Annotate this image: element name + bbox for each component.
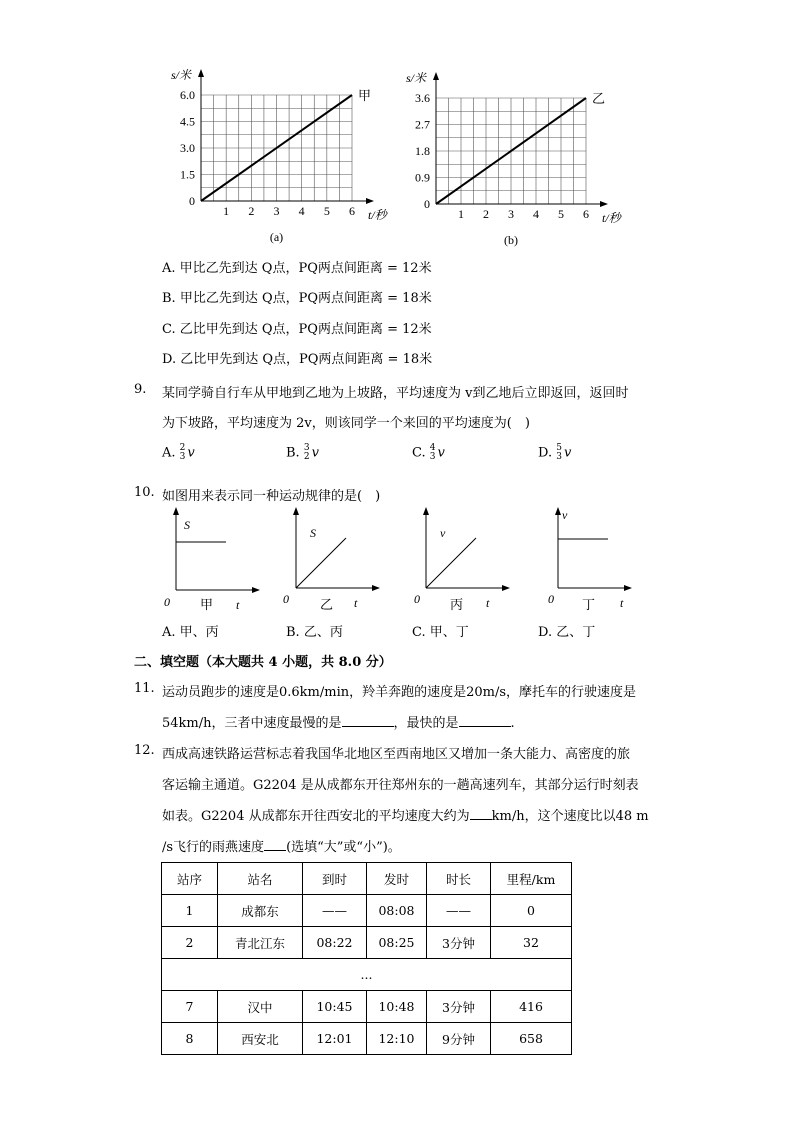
q10-option-b[interactable]: B. 乙、丙 xyxy=(286,625,343,640)
x-tick-label: 2 xyxy=(248,204,255,218)
table-header-row xyxy=(162,863,572,895)
q10-jia-origin: 0 xyxy=(164,595,170,609)
table-cell: 10:48 xyxy=(367,991,427,1023)
x-tick-label: 5 xyxy=(323,204,330,218)
q12-line1: 西成高速铁路运营标志着我国华北地区至西南地区又增加一条大能力、高密度的旅 xyxy=(162,747,631,762)
x-tick-label: 5 xyxy=(558,207,564,221)
table-cell: 9分钟 xyxy=(427,1023,491,1055)
q12-line3: 如表。G2204 从成都东开往西安北的平均速度大约为 km/h，这个速度比以48 m xyxy=(162,809,649,824)
q9-option-b[interactable]: B. 3 2 v xyxy=(286,443,319,462)
table-cell: 8 xyxy=(162,1023,218,1055)
y-tick-label: 1.8 xyxy=(415,144,430,158)
table-cell: 7 xyxy=(162,991,218,1023)
q10-yi-ylabel: S xyxy=(310,526,316,540)
y-tick-label: 2.7 xyxy=(415,117,430,132)
table-header: 到时 xyxy=(303,863,367,895)
table-cell: —— xyxy=(303,895,367,927)
q9-number: 9. xyxy=(134,382,147,397)
q9-option-d[interactable]: D. 5 3 v xyxy=(538,443,572,462)
table-cell: 西安北 xyxy=(218,1023,303,1055)
y-axis-arrow xyxy=(433,72,439,80)
table-cell: 10:45 xyxy=(303,991,367,1023)
table-cell: 成都东 xyxy=(218,895,303,927)
q11-blank-slowest[interactable] xyxy=(342,726,394,727)
x-axis-arrow xyxy=(366,198,374,204)
table-cell-ellipsis: ... xyxy=(162,959,572,991)
x-axis-arrow xyxy=(600,201,608,207)
q11-line1: 运动员跑步的速度是0.6km/min，羚羊奔跑的速度是20m/s，摩托车的行驶速度是 xyxy=(162,685,637,700)
table-header: 时长 xyxy=(427,863,491,895)
table-cell: 12:01 xyxy=(303,1023,367,1055)
q10-bing-ylabel: v xyxy=(440,526,446,540)
q9-option-a[interactable]: A. 2 3 v xyxy=(162,443,195,462)
table-cell: 2 xyxy=(162,927,218,959)
table-cell: —— xyxy=(427,895,491,927)
y-tick-label: 0.9 xyxy=(415,170,430,185)
q10-jia-xlabel: t xyxy=(236,598,240,612)
table-header: 里程/km xyxy=(491,863,572,895)
y-tick-label: 1.5 xyxy=(180,167,195,182)
q10-bing-origin: 0 xyxy=(414,592,420,606)
q10-number: 10. xyxy=(134,485,155,500)
q10-graph-ding xyxy=(540,505,640,615)
x-tick-label: 3 xyxy=(508,207,514,221)
table-header: 站序 xyxy=(162,863,218,895)
q8-option-b[interactable]: B. 甲比乙先到达 Q点，PQ两点间距离 = 18米 xyxy=(162,291,432,306)
q11-number: 11. xyxy=(134,681,155,696)
x-axis-label: t/秒 xyxy=(368,208,387,222)
q12-line4: /s飞行的雨燕速度 (选填“大”或“小”)。 xyxy=(162,840,401,855)
table-cell: 0 xyxy=(491,895,572,927)
table-row xyxy=(162,1023,572,1055)
q9-line1: 某同学骑自行车从甲地到乙地为上坡路，平均速度为 v到乙地后立即返回，返回时 xyxy=(162,386,629,401)
x-tick-label: 4 xyxy=(298,204,305,218)
q10-option-d[interactable]: D. 乙、丁 xyxy=(538,625,596,640)
q8-option-c[interactable]: C. 乙比甲先到达 Q点，PQ两点间距离 = 12米 xyxy=(162,322,432,337)
table-cell: 3分钟 xyxy=(427,927,491,959)
q10-text: 如图用来表示同一种运动规律的是( ) xyxy=(162,489,381,504)
q8-option-d[interactable]: D. 乙比甲先到达 Q点，PQ两点间距离 = 18米 xyxy=(162,352,433,367)
table-cell: 08:08 xyxy=(367,895,427,927)
q10-yi-name: 乙 xyxy=(320,597,334,612)
q10-bing-name: 丙 xyxy=(450,597,464,612)
table-cell: 1 xyxy=(162,895,218,927)
q10-jia-ylabel: S xyxy=(184,518,190,532)
line-label: 甲 xyxy=(358,88,372,103)
table-cell: 658 xyxy=(491,1023,572,1055)
q10-ding-ylabel: v xyxy=(562,508,568,522)
y-tick-label: 4.5 xyxy=(180,114,195,129)
table-header: 发时 xyxy=(367,863,427,895)
section-heading: 二、填空题（本大题共 4 小题，共 8.0 分） xyxy=(134,655,392,670)
graph-caption: (b) xyxy=(504,233,518,247)
x-tick-label: 4 xyxy=(533,207,539,221)
q11-blank-fastest[interactable] xyxy=(459,726,511,727)
q12-number: 12. xyxy=(134,743,155,758)
table-row-ellipsis xyxy=(162,959,572,991)
q10-yi-xlabel: t xyxy=(354,596,358,610)
q10-option-c[interactable]: C. 甲、丁 xyxy=(412,625,469,640)
q10-graph-yi xyxy=(280,505,380,615)
table-row xyxy=(162,991,572,1023)
q10-jia-name: 甲 xyxy=(200,597,214,612)
timetable xyxy=(161,862,572,1055)
q11-line2: 54km/h，三者中速度最慢的是 ，最快的是 . xyxy=(162,716,515,731)
x-tick-label: 2 xyxy=(483,207,489,221)
x-tick-label: 6 xyxy=(349,204,355,218)
q12-blank-compare[interactable] xyxy=(264,850,286,851)
x-tick-label: 6 xyxy=(583,207,589,221)
table-cell: 08:25 xyxy=(367,927,427,959)
y-tick-label: 0 xyxy=(189,194,195,208)
table-cell: 汉中 xyxy=(218,991,303,1023)
x-tick-label: 1 xyxy=(458,207,464,221)
x-tick-label: 1 xyxy=(223,204,230,218)
q10-ding-origin: 0 xyxy=(548,592,554,606)
x-axis-label: t/秒 xyxy=(602,211,621,225)
graph-b xyxy=(400,60,640,250)
table-row xyxy=(162,927,572,959)
q9-option-c[interactable]: C. 4 3 v xyxy=(412,443,445,462)
graph-a xyxy=(160,60,390,250)
y-axis-label: s/米 xyxy=(406,71,427,85)
table-cell: 32 xyxy=(491,927,572,959)
y-tick-label: 6.0 xyxy=(180,88,195,102)
q12-blank-speed[interactable] xyxy=(470,819,492,820)
table-cell: 416 xyxy=(491,991,572,1023)
y-tick-label: 3.6 xyxy=(415,91,430,105)
y-axis-label: s/米 xyxy=(171,68,192,82)
table-cell: 12:10 xyxy=(367,1023,427,1055)
y-tick-label: 0 xyxy=(424,197,430,211)
q10-bing-xlabel: t xyxy=(486,596,490,610)
graph-caption: (a) xyxy=(269,230,284,244)
y-axis-arrow xyxy=(198,69,204,77)
q8-option-a[interactable]: A. 甲比乙先到达 Q点，PQ两点间距离 = 12米 xyxy=(162,261,432,276)
q10-ding-xlabel: t xyxy=(620,596,624,610)
table-cell: 青北江东 xyxy=(218,927,303,959)
line-label: 乙 xyxy=(592,91,606,106)
q12-line2: 客运输主通道。G2204 是从成都东开往郑州东的一趟高速列车，其部分运行时刻表 xyxy=(162,778,639,793)
table-header: 站名 xyxy=(218,863,303,895)
table-cell: 3分钟 xyxy=(427,991,491,1023)
q10-option-a[interactable]: A. 甲、丙 xyxy=(162,625,219,640)
q10-yi-origin: 0 xyxy=(283,592,289,606)
table-cell: 08:22 xyxy=(303,927,367,959)
q10-ding-name: 丁 xyxy=(582,597,596,612)
q10-graph-jia xyxy=(160,505,260,615)
table-row xyxy=(162,895,572,927)
y-tick-label: 3.0 xyxy=(180,141,195,155)
q9-line2: 为下坡路，平均速度为 2v，则该同学一个来回的平均速度为( ) xyxy=(162,416,530,431)
q10-graph-bing xyxy=(410,505,510,615)
x-tick-label: 3 xyxy=(273,204,280,218)
